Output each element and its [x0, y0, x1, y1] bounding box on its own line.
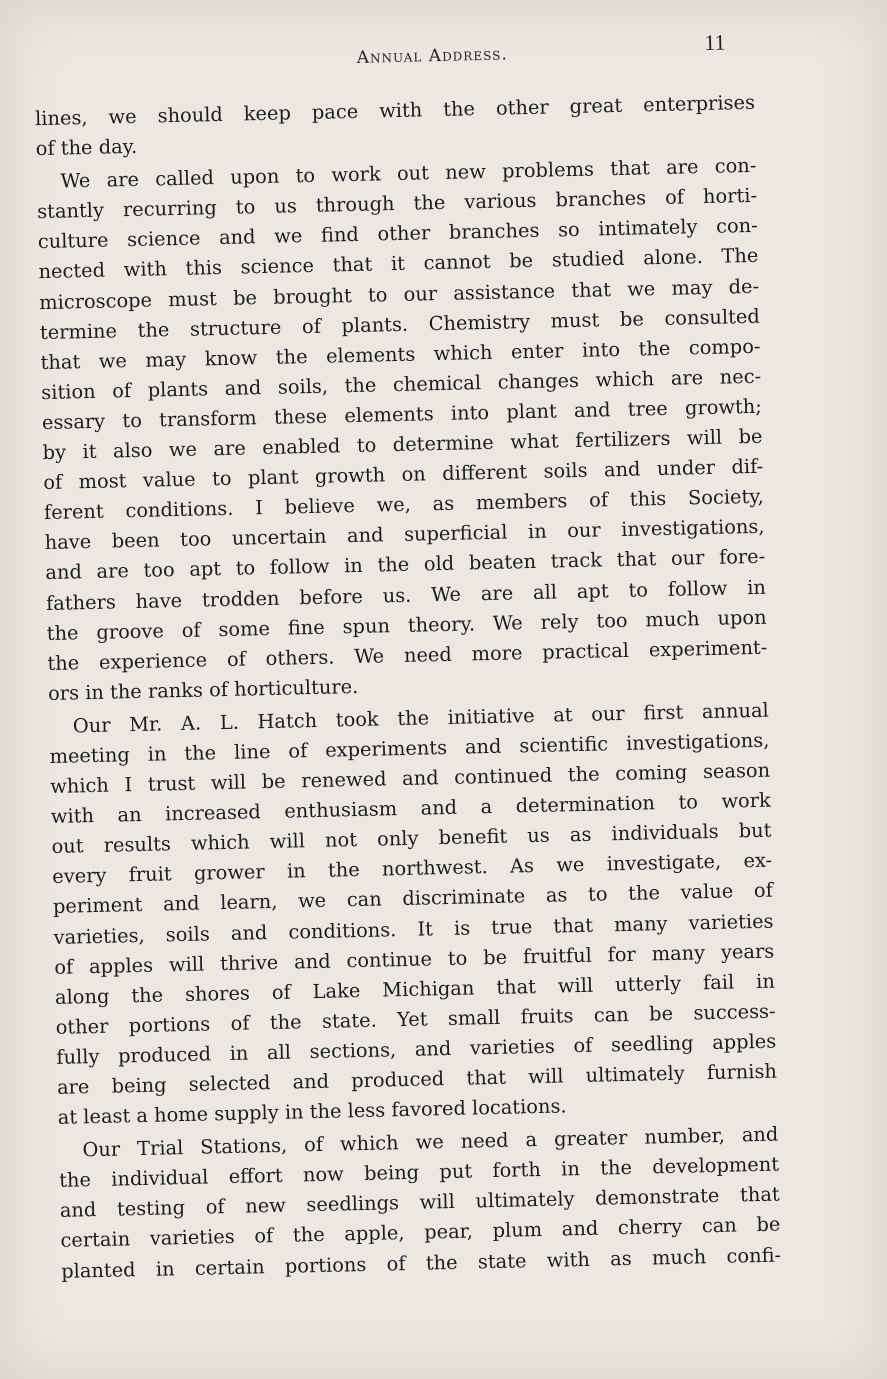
text-line: periment and learn, we can discriminate as to the value of	[52, 879, 774, 919]
text-line: and testing of new seedlings will ultimately demonstrate that	[59, 1182, 780, 1223]
paragraph	[58, 1120, 781, 1287]
text-line: out results which will not only benefit us as individuals but	[51, 818, 772, 859]
text-line: that we may know the elements which enter into the compo-	[40, 334, 761, 374]
text-line: at least a home supply in the less favored locations.	[57, 1094, 567, 1129]
page-number: 11	[704, 29, 726, 55]
body-text	[35, 88, 782, 1290]
text-line: along the shores of Lake Michigan that will utterly fail in	[54, 969, 776, 1009]
text-line: of most value to plant growth on different soils and under dif-	[43, 454, 764, 495]
text-line: certain varieties of the apple, pear, plum and cherry can be	[60, 1213, 781, 1253]
text-line: which I trust will be renewed and continued the coming season	[49, 758, 771, 799]
text-line: other portions of the state. Yet small fruits can be success-	[55, 999, 776, 1039]
text-line: fully produced in all sections, and varieties of seedling apples	[56, 1029, 777, 1069]
text-line: culture science and we find other branches so intimately con-	[37, 214, 758, 254]
text-line: the experience of others. We need more practical experiment-	[47, 635, 768, 675]
text-line: stantly recurring to us through the various branches of horti-	[36, 184, 758, 224]
text-line: of the day.	[35, 134, 138, 161]
running-title: Annual Address.	[356, 44, 508, 68]
text-line: the groove of some fine spun theory. We rely too much upon	[46, 605, 767, 645]
text-line: and are too apt to follow in the old beaten track that our fore-	[45, 545, 766, 585]
text-line: lines, we should keep pace with the other great enterprises	[34, 90, 756, 131]
text-line: with an increased enthusiasm and a determination to work	[50, 788, 771, 829]
text-line: fathers have trodden before us. We are all apt to follow in	[45, 575, 767, 615]
paragraph	[36, 151, 768, 709]
text-line: Our Trial Stations, of which we need a greater number, and	[82, 1122, 779, 1162]
text-line: sition of plants and soils, the chemical changes which are nec-	[41, 364, 762, 404]
text-line: meeting in the line of experiments and scientific investigations,	[49, 728, 770, 768]
text-line: termine the structure of plants. Chemistry must be consulted	[39, 304, 760, 344]
text-line: microscope must be brought to our assistance that we may de-	[38, 274, 760, 314]
text-line: by it also we are enabled to determine what fertilizers will be	[42, 424, 763, 465]
text-line: essary to transform these elements into plant and tree growth;	[41, 394, 763, 435]
text-line: ferent conditions. I believe we, as members of this Society,	[43, 484, 765, 525]
text-line: nected with this science that it cannot be studied alone. The	[38, 244, 759, 284]
text-line: of apples will thrive and continue to be fruitful for many years	[54, 939, 775, 979]
text-line: are being selected and produced that will ultimately furnish	[56, 1059, 778, 1099]
text-line: the individual effort now being put forth in the development	[58, 1152, 780, 1193]
text-line: Our Mr. A. L. Hatch took the initiative at our first annual	[72, 698, 769, 738]
text-line: every fruit grower in the northwest. As we investigate, ex-	[52, 848, 773, 889]
text-line: We are called upon to work out new problems that are con-	[60, 153, 757, 193]
text-line: ors in the ranks of horticulture.	[47, 674, 359, 705]
text-line: planted in certain portions of the state with as much confi-	[60, 1243, 782, 1283]
paragraph	[49, 696, 778, 1134]
text-line: have been too uncertain and superficial in our investigations,	[44, 515, 765, 555]
text-line: varieties, soils and conditions. It is true that many varieties	[53, 909, 774, 949]
